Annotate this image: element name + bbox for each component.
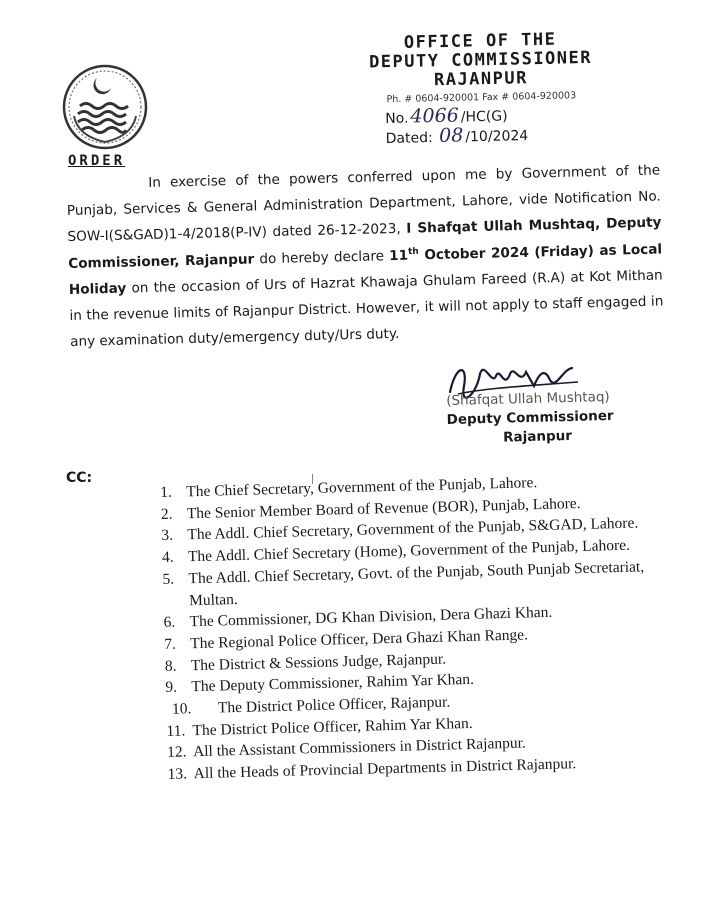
- list-item: 9. The Deputy Commissioner, Rahim Yar Khan.: [165, 671, 475, 697]
- list-item: 6. The Commissioner, DG Khan Division, Dera Ghazi Khan.: [163, 603, 553, 632]
- order-title: ORDER: [68, 153, 126, 169]
- order-bold-1: I Shafqat Ullah Mushtaq, Deputy Commissioner, Rajanpur: [68, 214, 662, 272]
- list-item: 4. The Addl. Chief Secretary (Home), Government of the Punjab, Lahore.: [161, 536, 631, 567]
- order-text-1: In exercise of the powers conferred upon me by Government of the Punjab, Services & General Administration Department, Lahore, vide Notification No. SOW-I(S&GAD)1-4/2018(P-IV) dated 26-12-2023,: [66, 162, 661, 246]
- reference-date: [385, 125, 528, 148]
- contact-numbers: Ph. # 0604-920001 Fax # 0604-920003: [386, 90, 577, 106]
- order-bold-3: October 2024 (Friday) as Local Holiday: [68, 241, 663, 298]
- dated-suffix: /10/2024: [465, 128, 529, 146]
- office-line-2: DEPUTY COMMISSIONER: [368, 47, 593, 73]
- list-item: 10. The District Police Officer, Rajanpur.: [171, 693, 451, 718]
- order-body: [66, 157, 664, 355]
- signatory-place: Rajanpur: [502, 427, 573, 446]
- list-item: 11. The District Police Officer, Rahim Yar Khan.: [166, 714, 473, 740]
- number-label: No.: [385, 110, 409, 127]
- list-item: 13. All the Heads of Provincial Departments in District Rajanpur.: [167, 755, 577, 784]
- signatory-designation: Deputy Commissioner: [446, 407, 614, 428]
- office-line-3: RAJANPUR: [433, 68, 529, 91]
- office-header: [300, 28, 661, 107]
- list-item: 2. The Senior Member Board of Revenue (BOR), Punjab, Lahore.: [160, 494, 581, 523]
- list-item: 3. The Addl. Chief Secretary, Government of the Punjab, S&GAD, Lahore.: [161, 514, 639, 545]
- list-item: 7. The Regional Police Officer, Dera Ghazi Khan Range.: [164, 626, 529, 653]
- dated-label: Dated:: [385, 130, 433, 147]
- dated-day-handwritten: 08: [438, 124, 464, 147]
- cc-list: [160, 469, 683, 786]
- number-suffix: /HC(G): [460, 108, 508, 126]
- list-item: 5. The Addl. Chief Secretary, Govt. of the Punjab, South Punjab Secretariat, Multan.: [162, 558, 645, 609]
- reference-block: [385, 105, 528, 148]
- signatory-name: (Shafqat Ullah Mushtaq): [446, 389, 610, 409]
- order-text-3: on the occasion of Urs of Hazrat Khawaja Ghulam Fareed (R.A) at Kot Mithan in the revenue limits of Rajanpur District. However, it will not apply to staff engaged in any examination duty/emergency duty/Urs duty.: [69, 267, 664, 351]
- number-handwritten: 4066: [410, 104, 460, 128]
- list-item: 8. The District & Sessions Judge, Rajanpur.: [164, 650, 447, 675]
- cc-label: CC:: [66, 470, 93, 486]
- list-item: 1. The Chief Secretary, Government of the Punjab, Lahore.: [160, 474, 538, 501]
- order-bold-2: 11: [388, 247, 409, 264]
- office-line-1: OFFICE OF THE: [403, 29, 557, 53]
- order-text-2: do hereby declare: [254, 247, 390, 268]
- list-item: 12. All the Assistant Commissioners in District Rajanpur.: [166, 734, 527, 762]
- signatory-block: [446, 387, 647, 449]
- government-emblem-icon: [60, 62, 150, 152]
- order-bold-2-sup: th: [407, 246, 419, 257]
